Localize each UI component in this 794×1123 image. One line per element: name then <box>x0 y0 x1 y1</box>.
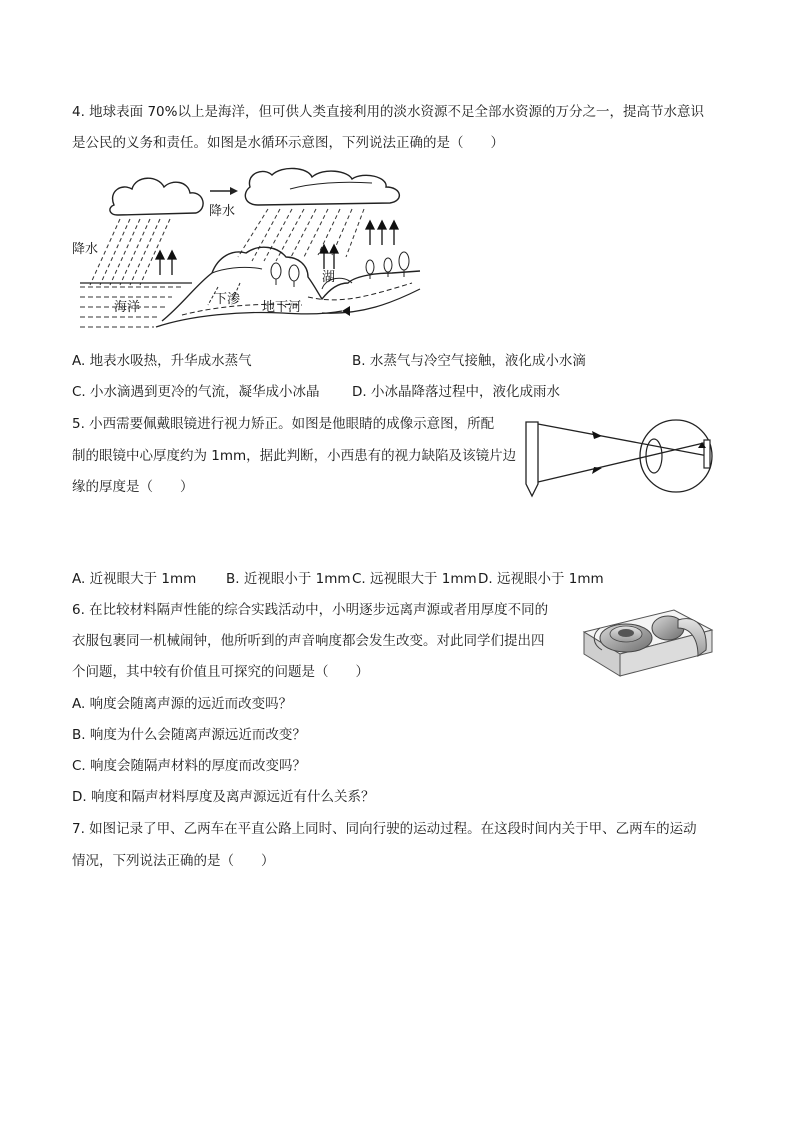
rain-left <box>90 219 170 285</box>
q5-stem-line2: 制的眼镜中心厚度约为 1mm，据此判断，小西患有的视力缺陷及该镜片边 <box>72 448 517 464</box>
eye-imaging-diagram <box>522 418 728 500</box>
q4-stem-line1: 4. 地球表面 70%以上是海洋，但可供人类直接利用的淡水资源不足全部水资源的万分之一，提高节水意识 <box>72 104 704 120</box>
water-cycle-diagram <box>72 165 432 345</box>
q6-stem-line2: 衣服包裹同一机械闹钟，他所听到的声音响度都会发生改变。对此同学们提出四 <box>72 633 545 649</box>
q4-stem-line2: 是公民的义务和责任。如图是水循环示意图，下列说法正确的是（ ） <box>72 135 504 151</box>
q4-option-b: B. 水蒸气与冷空气接触，液化成小水滴 <box>352 353 586 369</box>
q5-option-a: A. 近视眼大于 1mm <box>72 571 197 587</box>
q5-stem-line3: 缘的厚度是（ ） <box>72 479 194 495</box>
q5-option-c: C. 远视眼大于 1mm <box>352 571 477 587</box>
q5-option-d: D. 远视眼小于 1mm <box>478 571 604 587</box>
label-seep: 下渗 <box>214 292 241 307</box>
label-precip-left: 降水 <box>72 242 99 257</box>
q6-option-d: D. 响度和隔声材料厚度及离声源远近有什么关系？ <box>72 789 375 805</box>
label-underground-river: 地下河 <box>262 300 302 315</box>
q6-option-b: B. 响度为什么会随离声源远近而改变？ <box>72 727 306 743</box>
label-precip-top: 降水 <box>209 204 236 219</box>
q4-option-d: D. 小冰晶降落过程中，液化成雨水 <box>352 384 560 400</box>
q7-stem-line2: 情况，下列说法正确的是（ ） <box>72 853 275 869</box>
q5-stem-line1: 5. 小西需要佩戴眼镜进行视力矫正。如图是他眼睛的成像示意图，所配 <box>72 416 495 432</box>
q5-option-b: B. 近视眼小于 1mm <box>226 571 351 587</box>
rain-right <box>238 209 364 261</box>
q7-stem-line1: 7. 如图记录了甲、乙两车在平直公路上同时、同向行驶的运动过程。在这段时间内关于甲、乙两车的运动 <box>72 821 697 837</box>
label-ocean: 海洋 <box>114 300 141 315</box>
label-lake: 湖 <box>322 270 336 285</box>
q4-option-c: C. 小水滴遇到更冷的气流，凝华成小冰晶 <box>72 384 320 400</box>
q6-stem-line3: 个问题，其中较有价值且可探究的问题是（ ） <box>72 664 369 680</box>
cloud-left <box>110 178 203 215</box>
box-with-alarm-clock-picture <box>578 598 720 682</box>
cloud-right <box>245 168 399 205</box>
q6-option-c: C. 响度会随隔声材料的厚度而改变吗？ <box>72 758 307 774</box>
q6-option-a: A. 响度会随离声源的远近而改变吗？ <box>72 696 293 712</box>
q6-stem-line1: 6. 在比较材料隔声性能的综合实践活动中，小明逐步远离声源或者用厚度不同的 <box>72 602 549 618</box>
q4-option-a: A. 地表水吸热，升华成水蒸气 <box>72 353 252 369</box>
